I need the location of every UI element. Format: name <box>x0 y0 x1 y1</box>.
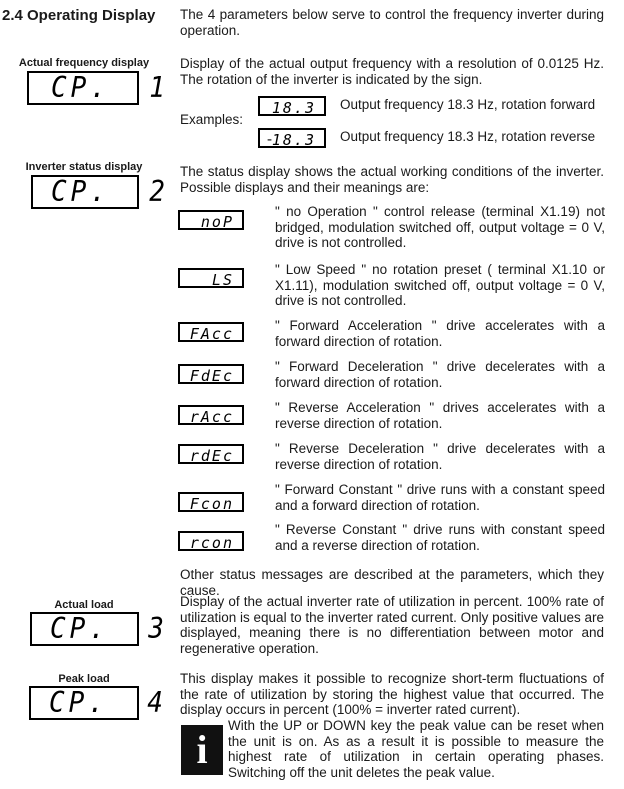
lcd-value: CP. 3 <box>50 612 168 646</box>
lcd-status-nop <box>178 210 244 230</box>
lcd-display-cp2 <box>31 175 169 209</box>
status-desc-fdec: " Forward Deceleration " drive decelerates with a forward direction of rotation. <box>275 359 605 390</box>
examples-label: Examples: <box>180 112 244 127</box>
lcd-example-reverse <box>258 128 326 148</box>
status-desc-fcon: " Forward Constant " drive runs with a constant speed and a forward direction of rotation. <box>275 482 605 513</box>
info-icon: i <box>181 725 223 775</box>
lcd-display-cp3 <box>30 612 168 646</box>
lcd-value: rdEc <box>189 447 234 465</box>
lcd-status-fdec <box>178 364 244 384</box>
param-text-cp4: This display makes it possible to recognize short-term fluctuations of the rate of utilization by storing the highest value that occurred. The display occurs in percent (100% = inverter rated current). <box>180 671 604 718</box>
status-desc-racc: " Reverse Acceleration " drives accelerates with a reverse direction of rotation. <box>275 400 605 431</box>
example-reverse-text: Output frequency 18.3 Hz, rotation reverse <box>340 129 596 144</box>
lcd-value: CP. 2 <box>51 175 169 209</box>
lcd-value: CP. 4 <box>49 686 167 720</box>
lcd-value: rAcc <box>189 408 234 426</box>
lcd-value: 18.3 <box>271 131 316 149</box>
other-status-note: Other status messages are described at the parameters, which they cause. <box>180 567 604 598</box>
info-text: With the UP or DOWN key the peak value can be reset when the unit is on. As as a result it is possible to measure the highest rate of utilization in certain operating phases. Switching off the unit deletes the peak value. <box>228 718 604 780</box>
lcd-display-cp1 <box>27 71 169 105</box>
lcd-value: rcon <box>189 534 234 552</box>
lcd-status-rdec <box>178 444 244 464</box>
status-desc-rdec: " Reverse Deceleration " drive decelerates with a reverse direction of rotation. <box>275 441 605 472</box>
param-text-cp3: Display of the actual inverter rate of utilization in percent. 100% rate of utilization is equal to the inverter rated current. Only positive values are displayed, meaning there is no differentiation between motor and regenerative operation. <box>180 594 604 656</box>
lcd-status-fcon <box>178 492 244 512</box>
status-desc-rcon: " Reverse Constant " drive runs with constant speed and a reverse direction of rotation. <box>275 522 605 553</box>
lcd-value: CP. 1 <box>51 71 169 105</box>
section-intro: The 4 parameters below serve to control the frequency inverter during operation. <box>180 7 604 38</box>
param-text-cp1: Display of the actual output frequency with a resolution of 0.0125 Hz. The rotation of the inverter is indicated by the sign. <box>180 56 604 87</box>
lcd-value: noP <box>200 213 234 231</box>
status-desc-nop: " no Operation " control release (terminal X1.19) not bridged, modulation switched off, output voltage = 0 V, drive is not controlled. <box>275 204 605 251</box>
minus-sign: - <box>265 130 275 148</box>
lcd-value: LS <box>211 271 234 289</box>
lcd-display-cp4 <box>29 686 167 720</box>
lcd-value: Fcon <box>189 495 234 513</box>
param-text-cp2: The status display shows the actual working conditions of the inverter. Possible displays and their meanings are: <box>180 164 604 195</box>
lcd-example-forward <box>258 96 326 116</box>
section-title: 2.4 Operating Display <box>2 7 156 24</box>
lcd-value: FAcc <box>189 325 234 343</box>
status-desc-ls: " Low Speed " no rotation preset ( terminal X1.10 or X1.11), modulation switched off, output voltage = 0 V, drive is not controlled. <box>275 262 605 309</box>
param-label-cp2: Inverter status display <box>25 161 143 173</box>
lcd-status-rcon <box>178 531 244 551</box>
lcd-status-facc <box>178 322 244 342</box>
param-label-cp4: Peak load <box>58 673 110 685</box>
lcd-status-ls <box>178 268 244 288</box>
lcd-value: FdEc <box>189 367 234 385</box>
lcd-value: 18.3 <box>271 99 316 117</box>
param-label-cp1: Actual frequency display <box>18 57 150 69</box>
lcd-status-racc <box>178 405 244 425</box>
param-label-cp3: Actual load <box>54 599 114 611</box>
status-desc-facc: " Forward Acceleration " drive accelerates with a forward direction of rotation. <box>275 318 605 349</box>
example-forward-text: Output frequency 18.3 Hz, rotation forward <box>340 97 596 112</box>
